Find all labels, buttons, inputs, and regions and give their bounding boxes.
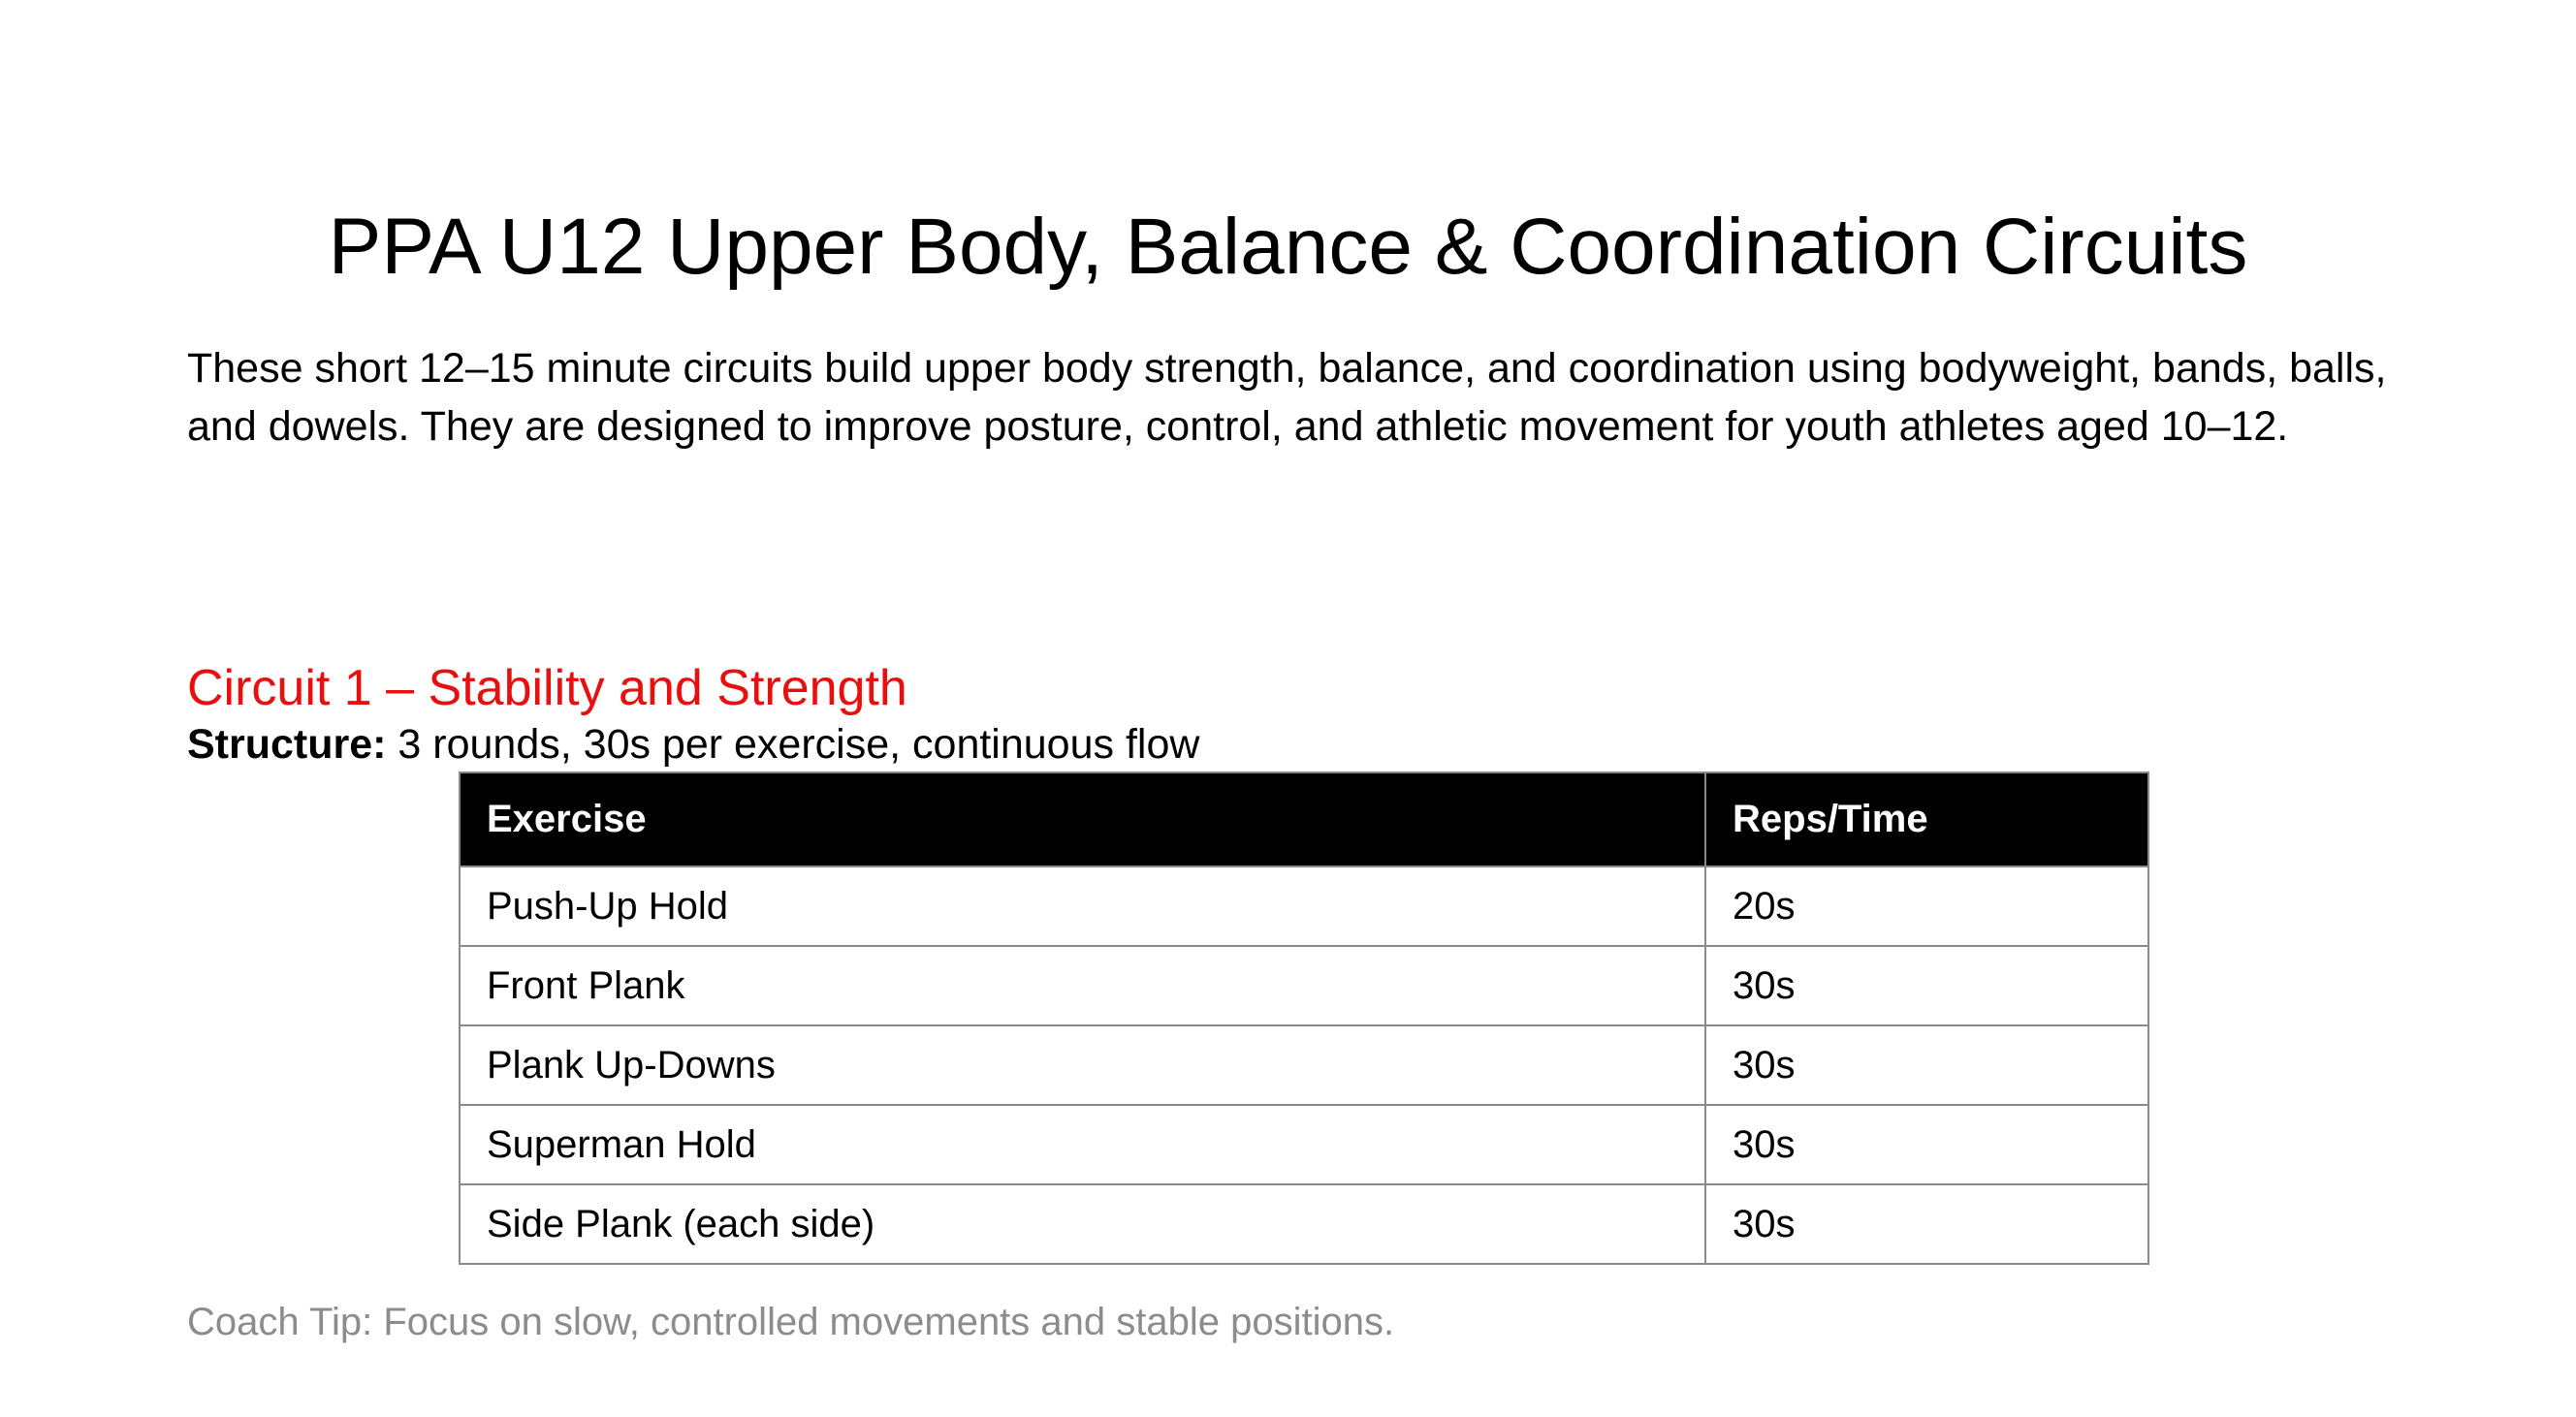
coach-tip: Coach Tip: Focus on slow, controlled movements and stable positions. [187, 1301, 1395, 1343]
intro-paragraph: These short 12–15 minute circuits build upper body strength, balance, and coordination using bodyweight, bands, balls, and dowels. They are designed to improve posture, control, and athletic movement for youth athletes aged 10–12. [187, 345, 2387, 450]
table-row [460, 866, 2148, 946]
reps-time-cell: 30s [1705, 1105, 2148, 1184]
structure-label: Structure: [187, 721, 387, 768]
document-title: PPA U12 Upper Body, Balance & Coordination Circuits [328, 203, 2248, 291]
circuit-1-table [459, 771, 2149, 1265]
circuit-1-heading: Circuit 1 – Stability and Strength [187, 660, 907, 716]
table-row [460, 1105, 2148, 1184]
column-header-reps-time: Reps/Time [1705, 772, 2148, 866]
reps-time-cell: 30s [1705, 1025, 2148, 1105]
structure-text: 3 rounds, 30s per exercise, continuous flow [386, 721, 1200, 768]
exercise-cell: Plank Up-Downs [460, 1025, 1705, 1105]
reps-time-cell: 30s [1705, 946, 2148, 1025]
circuit-1-structure [187, 717, 1199, 771]
exercise-cell: Superman Hold [460, 1105, 1705, 1184]
exercise-cell: Push-Up Hold [460, 866, 1705, 946]
reps-time-cell: 20s [1705, 866, 2148, 946]
column-header-exercise: Exercise [460, 772, 1705, 866]
table-row [460, 1184, 2148, 1264]
exercise-cell: Front Plank [460, 946, 1705, 1025]
reps-time-cell: 30s [1705, 1184, 2148, 1264]
table-row [460, 946, 2148, 1025]
exercise-cell: Side Plank (each side) [460, 1184, 1705, 1264]
table-header-row [460, 772, 2148, 866]
table-row [460, 1025, 2148, 1105]
